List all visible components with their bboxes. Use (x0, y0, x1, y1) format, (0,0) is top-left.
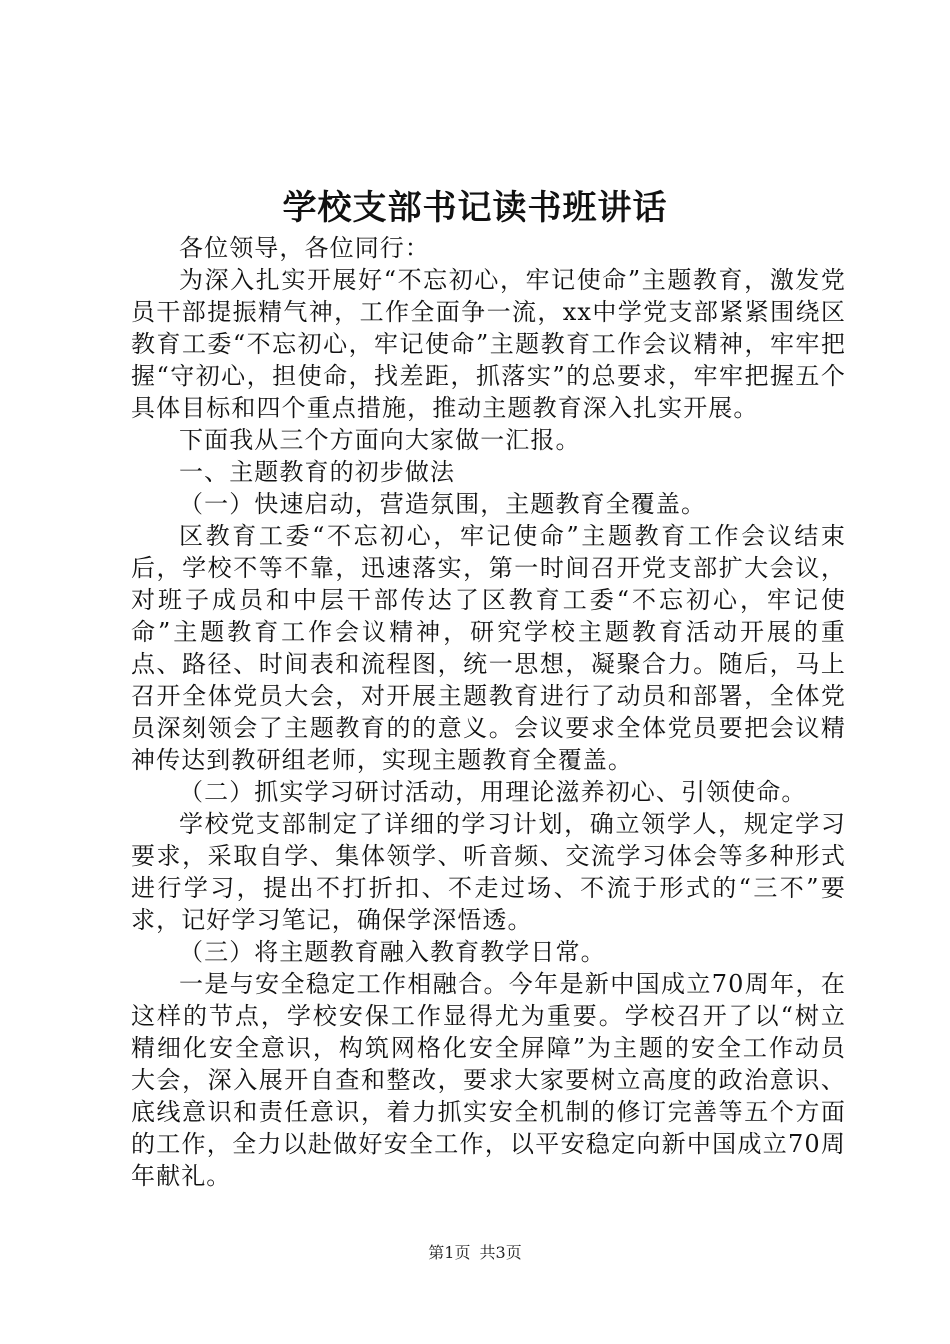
section-heading-1: 一、主题教育的初步做法 (179, 458, 456, 486)
document-title: 学校支部书记读书班讲话 (282, 188, 668, 228)
document-body (131, 232, 846, 1192)
page-footer (0, 1243, 950, 1263)
paragraph-intro: 为深入扎实开展好“不忘初心，牢记使命”主题教育，激发党员干部提振精气神，工作全面争一流，xx中学党支部紧紧围绕区教育工委“不忘初心，牢记使命”主题教育工作会议精神，牢牢把握“守初心，担使命，找差距，抓落实”的总要求，牢牢把握五个具体目标和四个重点措施，推动主题教育深入扎实开展。 (131, 266, 846, 422)
subsection-heading-3: （三）将主题教育融入教育教学日常。 (179, 938, 606, 966)
subsection-heading-2: （二）抓实学习研讨活动，用理论滋养初心、引领使命。 (179, 778, 807, 806)
subsection-heading-1: （一）快速启动，营造氛围，主题教育全覆盖。 (179, 490, 707, 518)
paragraph-study-plan: 学校党支部制定了详细的学习计划，确立领学人，规定学习要求，采取自学、集体领学、听音频、交流学习体会等多种形式进行学习，提出不打折扣、不走过场、不流于形式的“三不”要求，记好学习笔记，确保学深悟透。 (131, 810, 846, 934)
page-total: 共3页 (479, 1243, 522, 1262)
page-number: 第1页 (428, 1243, 471, 1262)
paragraph-launch: 区教育工委“不忘初心，牢记使命”主题教育工作会议结束后，学校不等不靠，迅速落实，第一时间召开党支部扩大会议，对班子成员和中层干部传达了区教育工委“不忘初心，牢记使命”主题教育工作会议精神，研究学校主题教育活动开展的重点、路径、时间表和流程图，统一思想，凝聚合力。随后，马上召开全体党员大会，对开展主题教育进行了动员和部署，全体党员深刻领会了主题教育的的意义。会议要求全体党员要把会议精神传达到教研组老师，实现主题教育全覆盖。 (131, 522, 846, 774)
paragraph-salutation: 各位领导，各位同行： (179, 234, 430, 262)
paragraph-safety: 一是与安全稳定工作相融合。今年是新中国成立70周年，在这样的节点，学校安保工作显得尤为重要。学校召开了以“树立精细化安全意识，构筑网格化安全屏障”为主题的安全工作动员大会，深入展开自查和整改，要求大家要树立高度的政治意识、底线意识和责任意识，着力抓实安全机制的修订完善等五个方面的工作，全力以赴做好安全工作，以平安稳定向新中国成立70周年献礼。 (131, 970, 846, 1190)
paragraph-report-outline: 下面我从三个方面向大家做一汇报。 (179, 426, 581, 454)
